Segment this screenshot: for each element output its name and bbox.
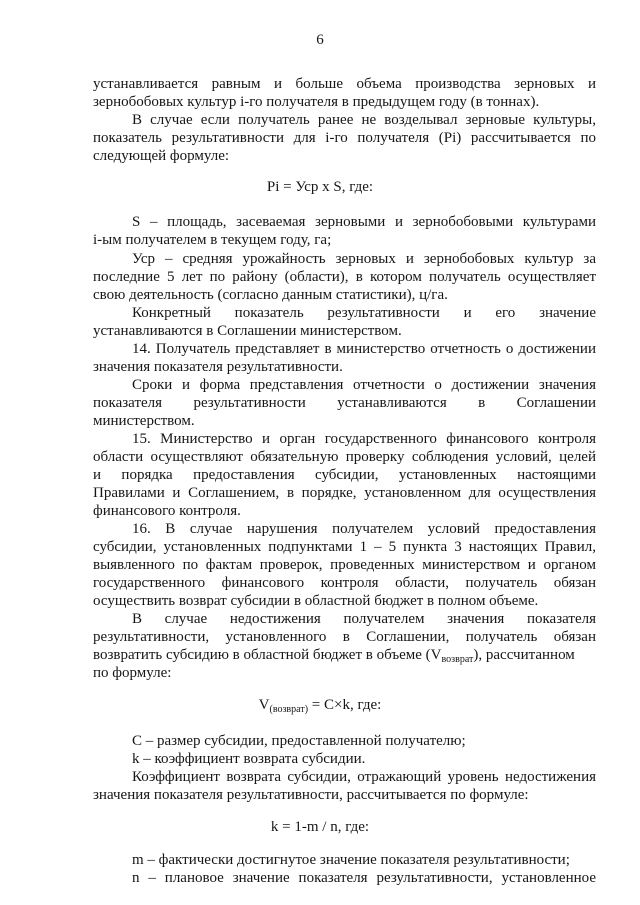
text-line: показатель результативности для i-го получателя (Pi) рассчитывается по: [93, 130, 596, 146]
text-line: государственного финансового контроля области, получатель обязан: [93, 575, 596, 591]
formula-k: k = 1-m / n, где:: [270, 819, 370, 835]
text-line: выявленного по фактам проверок, проведенных министерством и органом: [93, 557, 596, 573]
text-line: по формуле:: [93, 665, 172, 681]
text-line: следующей формуле:: [93, 148, 230, 164]
text-line: устанавливается равным и больше объема производства зерновых и: [93, 76, 596, 92]
text-line: осуществить возврат субсидии в областной бюджет в полном объеме.: [93, 593, 539, 609]
formula-v: $V_{(возврат)} = C\times k$, где:: [258, 697, 382, 715]
text-line: результативности, установленного в Соглашении, получатель обязан: [93, 629, 596, 645]
text-line: n – плановое значение показателя результативности, установленное: [132, 870, 596, 886]
text-line: и порядка предоставления субсидии, установленных настоящими: [93, 467, 596, 483]
text-line: финансового контроля.: [93, 503, 241, 519]
text-line: i-ым получателем в текущем году, га;: [93, 232, 332, 248]
text-line: m – фактически достигнутое значение показателя результативности;: [132, 852, 570, 868]
text-line: области осуществляют обязательную проверку соблюдения условий, целей: [93, 449, 596, 465]
text-line: 15. Министерство и орган государственного финансового контроля: [132, 431, 596, 447]
text-line: 16. В случае нарушения получателем условий предоставления: [132, 521, 596, 537]
text-line: C – размер субсидии, предоставленной получателю;: [132, 733, 466, 749]
text-line: Сроки и форма представления отчетности о достижении значения: [132, 377, 596, 393]
text-line: последние 5 лет по району (области), в котором получатель осуществляет: [93, 269, 596, 285]
text-line: k – коэффициент возврата субсидии.: [132, 751, 366, 767]
text-line: 14. Получатель представляет в министерство отчетность о достижении: [132, 341, 596, 357]
formula-v-subscript: (возврат): [269, 704, 309, 715]
text-line: значения показателя результативности, рассчитывается по формуле:: [93, 787, 529, 803]
text-segment: возвратить субсидию в областной бюджет в объеме $(V_{возврат})$, рассчитанном: [93, 647, 575, 665]
formula-pi: Pi = Уср x S, где:: [266, 179, 374, 195]
text-line: устанавливаются в Соглашении министерством.: [93, 323, 402, 339]
text-line: Конкретный показатель результативности и его значение: [132, 305, 596, 321]
text-line: свою деятельность (согласно данным статистики), ц/га.: [93, 287, 448, 303]
text-line: значения показателя результативности.: [93, 359, 343, 375]
text-line: зернобобовых культур i-го получателя в предыдущем году (в тоннах).: [93, 94, 540, 110]
text-line: Коэффициент возврата субсидии, отражающий уровень недостижения: [132, 769, 596, 785]
subscript: возврат: [441, 654, 474, 665]
text-line: S – площадь, засеваемая зерновыми и зернобобовыми культурами: [132, 214, 596, 230]
text-line: министерством.: [93, 413, 195, 429]
text-line: В случае недостижения получателем значения показателя: [132, 611, 596, 627]
text-line: субсидии, установленных подпунктами 1 – 5 пункта 3 настоящих Правил,: [93, 539, 596, 555]
text-line: Правилами и Соглашением, в порядке, установленном для осуществления: [93, 485, 596, 501]
page-number: 6: [316, 32, 324, 48]
text-line: показателя результативности устанавливаются в Соглашении: [93, 395, 596, 411]
text-line: Уср – средняя урожайность зерновых и зернобобовых культур за: [132, 251, 596, 267]
text-line: В случае если получатель ранее не возделывал зерновые культуры,: [132, 112, 596, 128]
